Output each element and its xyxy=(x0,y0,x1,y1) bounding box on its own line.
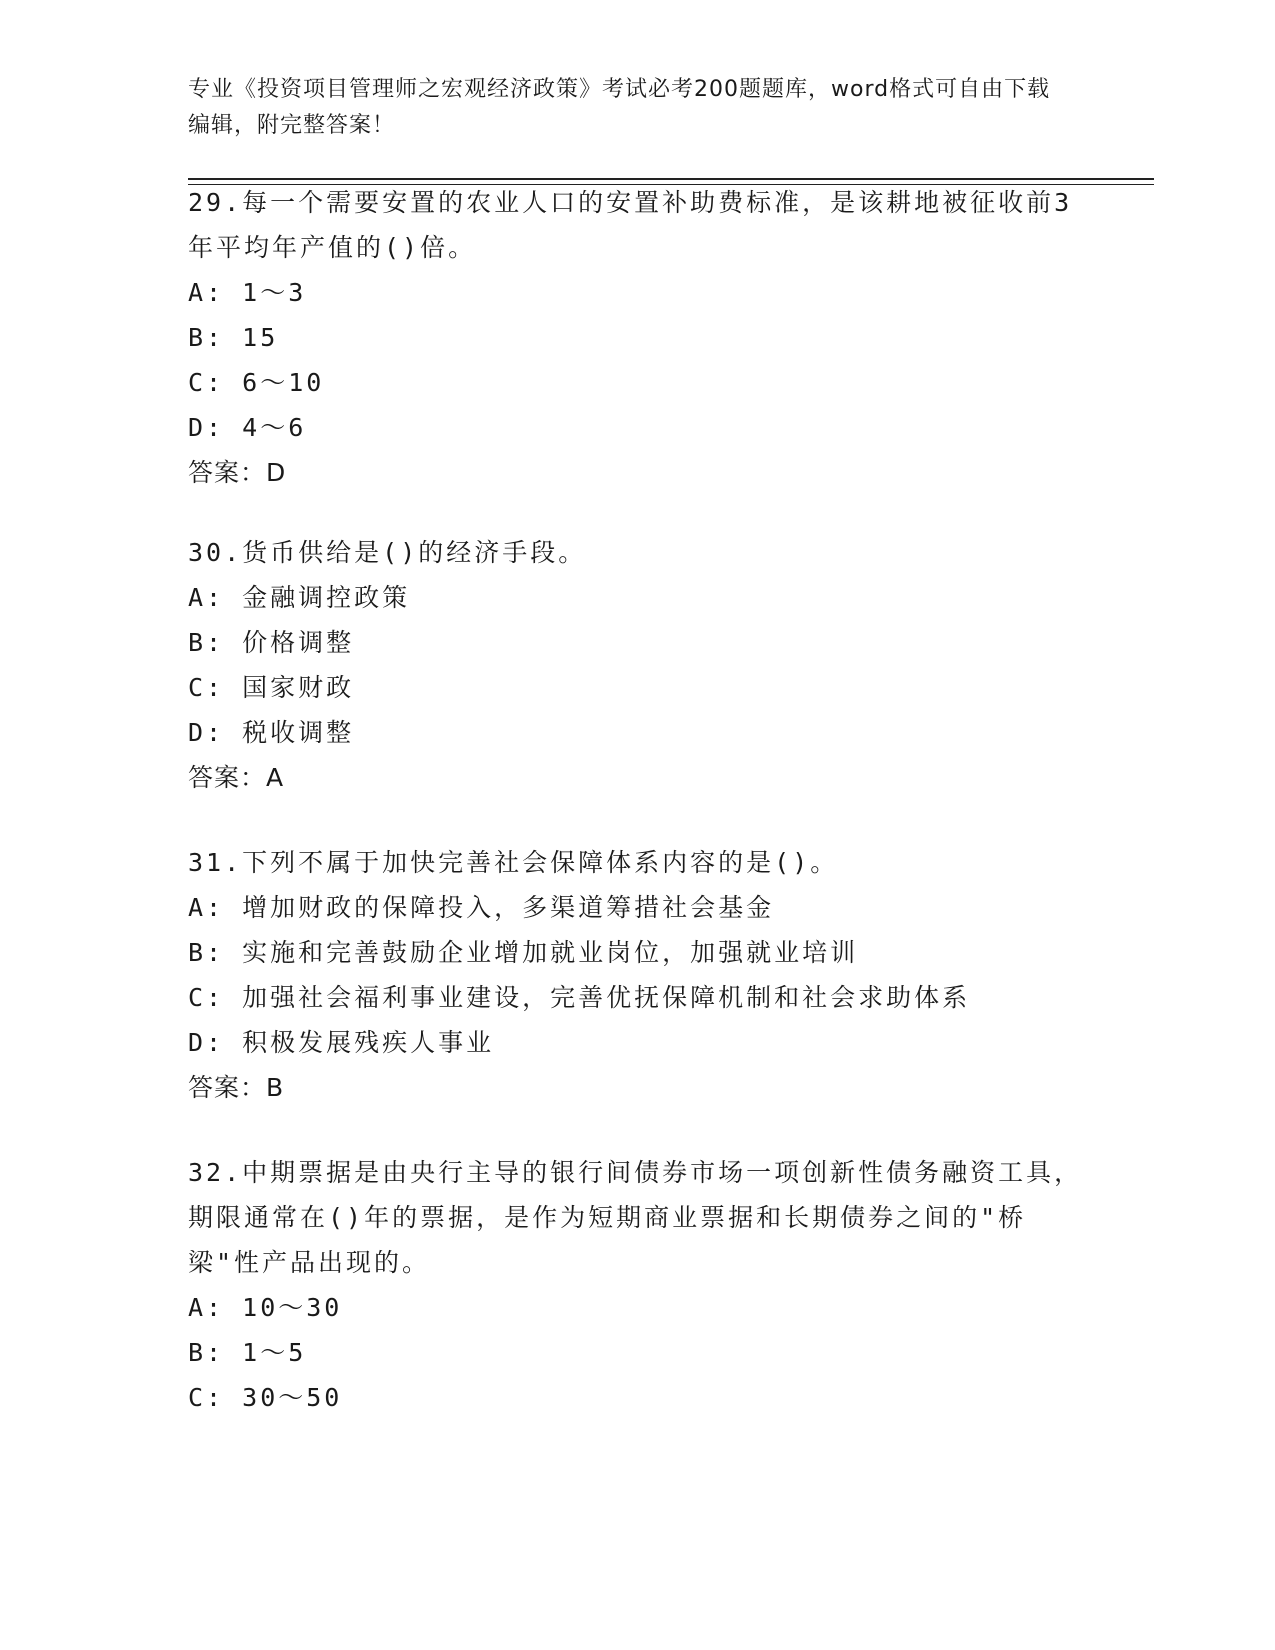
answer: 答案：D xyxy=(188,458,287,487)
option-c: C: 30～50 xyxy=(188,1383,343,1412)
option-c: C: 国家财政 xyxy=(188,673,355,702)
question-stem: 32.中期票据是由央行主导的银行间债券市场一项创新性债务融资工具，期限通常在()年的票据，是作为短期商业票据和长期债券之间的"桥梁"性产品出现的。 xyxy=(188,1158,1083,1277)
question-stem: 31.下列不属于加快完善社会保障体系内容的是()。 xyxy=(188,848,839,877)
option-a: A: 1～3 xyxy=(188,278,307,307)
answer: 答案：B xyxy=(188,1073,285,1102)
question-30 xyxy=(188,530,1088,800)
option-c: C: 加强社会福利事业建设，完善优抚保障机制和社会求助体系 xyxy=(188,983,971,1012)
option-c: C: 6～10 xyxy=(188,368,325,397)
answer: 答案：A xyxy=(188,763,285,792)
option-b: B: 实施和完善鼓励企业增加就业岗位，加强就业培训 xyxy=(188,938,859,967)
question-29 xyxy=(188,180,1088,495)
option-b: B: 价格调整 xyxy=(188,628,355,657)
option-d: D: 积极发展残疾人事业 xyxy=(188,1028,495,1057)
option-a: A: 金融调控政策 xyxy=(188,583,411,612)
document-header: 专业《投资项目管理师之宏观经济政策》考试必考200题题库，word格式可自由下载编辑，附完整答案！ xyxy=(188,77,1051,138)
question-32 xyxy=(188,1150,1088,1420)
option-a: A: 增加财政的保障投入，多渠道筹措社会基金 xyxy=(188,893,775,922)
option-b: B: 15 xyxy=(188,323,279,352)
option-d: D: 4～6 xyxy=(188,413,307,442)
question-stem: 30.货币供给是()的经济手段。 xyxy=(188,538,587,567)
question-31 xyxy=(188,840,1088,1110)
option-b: B: 1～5 xyxy=(188,1338,307,1367)
question-stem: 29.每一个需要安置的农业人口的安置补助费标准，是该耕地被征收前3年平均年产值的()倍。 xyxy=(188,188,1073,262)
option-a: A: 10～30 xyxy=(188,1293,343,1322)
option-d: D: 税收调整 xyxy=(188,718,355,747)
